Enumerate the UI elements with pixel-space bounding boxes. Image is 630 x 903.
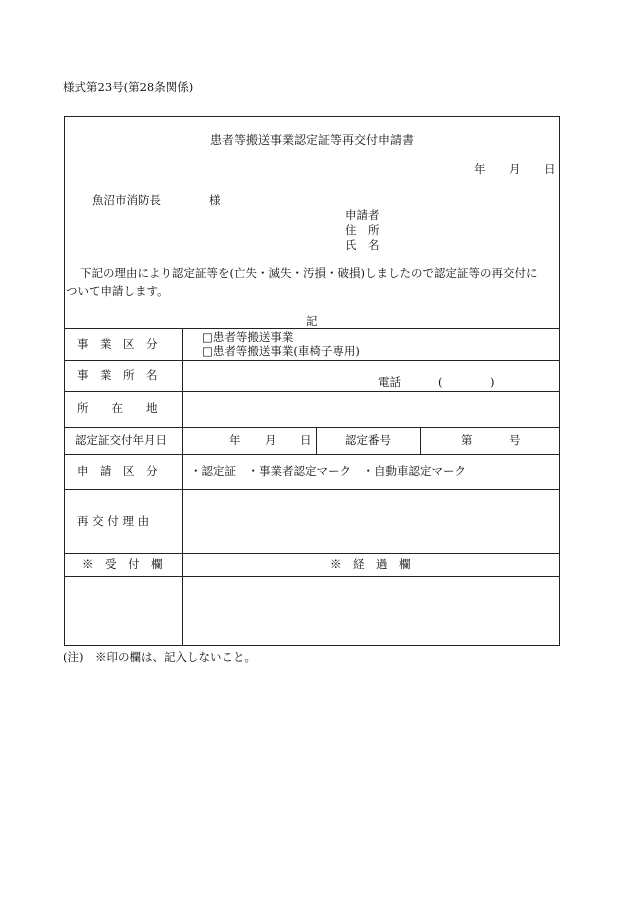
applicant-address-label[interactable]: 住 所 xyxy=(345,223,380,237)
phone-paren-open: ( xyxy=(438,375,443,389)
phone-label: 電話 xyxy=(378,375,401,389)
cert-number-label: 認定番号 xyxy=(345,433,391,447)
addressee-name: 魚沼市消防長 xyxy=(92,193,161,207)
cert-date-label: 認定証交付年月日 xyxy=(75,433,167,447)
cert-day[interactable]: 日 xyxy=(300,433,312,447)
footnote: (注) ※印の欄は、記入しないこと。 xyxy=(63,650,256,664)
row-rule xyxy=(64,427,560,428)
cert-date-divider xyxy=(316,427,317,454)
row-rule xyxy=(64,391,560,392)
intro-line-1: 下記の理由により認定証等を(亡失・滅失・汚損・破損)しましたので認定証等の再交付に xyxy=(80,266,538,280)
phone-paren-close: ) xyxy=(490,375,495,389)
intro-line-2: ついて申請します。 xyxy=(66,284,169,298)
row-rule xyxy=(64,360,560,361)
business-name-label: 事 業 所 名 xyxy=(77,368,158,382)
business-type-label: 事 業 区 分 xyxy=(77,337,158,351)
label-column-rule xyxy=(182,328,183,646)
table-top-rule xyxy=(64,328,560,329)
cert-no-divider xyxy=(420,427,421,454)
reception-header: ※ 受 付 欄 xyxy=(82,557,163,571)
form-number: 様式第23号(第28条関係) xyxy=(63,80,194,94)
cert-year[interactable]: 年 xyxy=(229,433,241,447)
business-type-option-1[interactable]: □患者等搬送事業 xyxy=(202,330,294,344)
applicant-label: 申請者 xyxy=(345,208,380,222)
cert-number-go[interactable]: 号 xyxy=(509,433,521,447)
cert-number-dai[interactable]: 第 xyxy=(461,433,473,447)
row-rule xyxy=(64,489,560,490)
application-type-options[interactable]: ・認定証 ・事業者認定マーク ・自動車認定マーク xyxy=(190,464,466,478)
ki-mark: 記 xyxy=(306,314,318,328)
location-label: 所 在 地 xyxy=(77,401,158,415)
date-day[interactable]: 日 xyxy=(544,162,556,176)
row-rule xyxy=(64,454,560,455)
applicant-name-label[interactable]: 氏 名 xyxy=(345,238,380,252)
row-rule xyxy=(64,553,560,554)
form-title: 患者等搬送事業認定証等再交付申請書 xyxy=(209,133,414,147)
progress-header: ※ 経 過 欄 xyxy=(330,557,411,571)
application-type-label: 申 請 区 分 xyxy=(77,464,158,478)
date-year[interactable]: 年 xyxy=(474,162,486,176)
business-type-option-2[interactable]: □患者等搬送事業(車椅子専用) xyxy=(202,344,360,358)
addressee-honorific: 様 xyxy=(209,193,221,207)
reason-label: 再 交 付 理 由 xyxy=(77,514,150,528)
cert-month[interactable]: 月 xyxy=(265,433,277,447)
date-month[interactable]: 月 xyxy=(509,162,521,176)
row-rule xyxy=(64,576,560,577)
